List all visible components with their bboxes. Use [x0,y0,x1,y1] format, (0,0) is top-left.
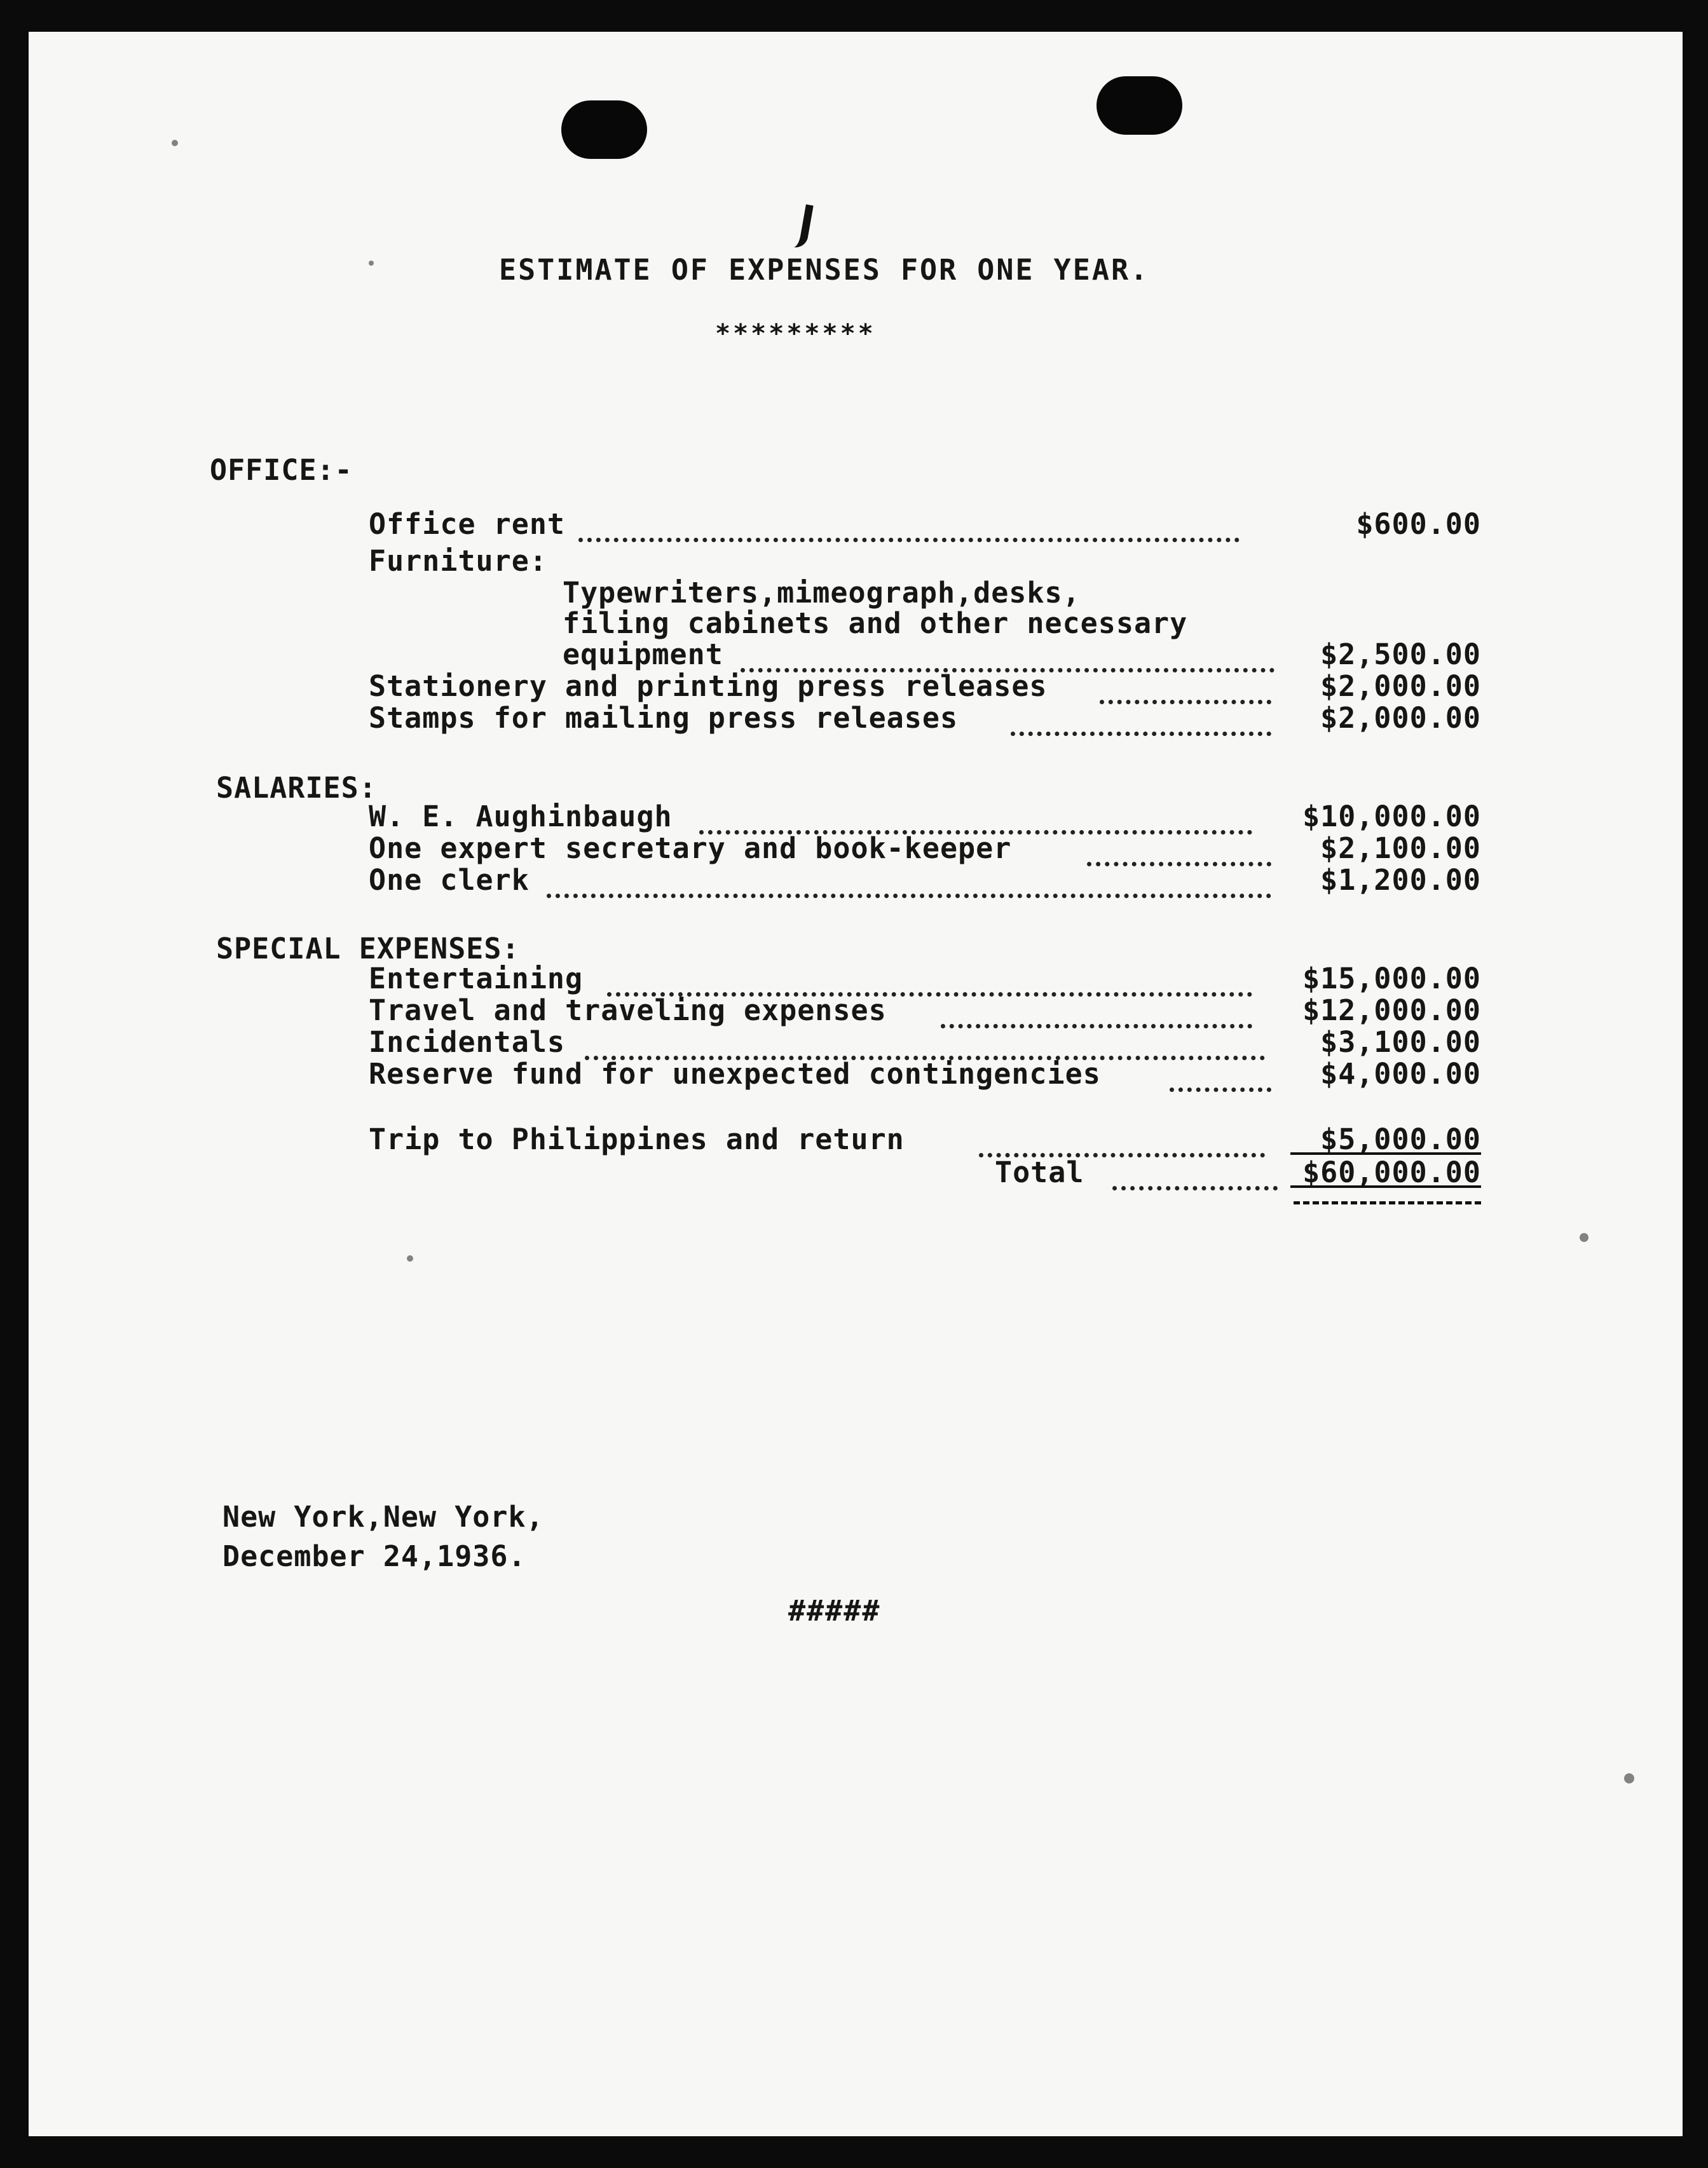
line-item-label: Stamps for mailing press releases [369,701,959,735]
speck [172,140,178,146]
section-salaries-label: SALARIES: [216,771,377,805]
total-double-rule [1294,1201,1481,1204]
total-label: Total [995,1156,1084,1189]
subtotal-rule [1290,1152,1481,1155]
dot-leader [585,1030,1265,1060]
total-row [995,1157,1481,1189]
dot-leader [578,512,1240,542]
speck [1624,1773,1634,1783]
line-item-amount: $1,200.00 [1320,863,1481,897]
line-item-amount: $2,500.00 [1320,637,1481,671]
furniture-label: Furniture: [369,544,547,578]
line-item-label: W. E. Aughinbaugh [369,800,673,833]
line-item-stationery [369,671,1481,702]
line-item-label: One expert secretary and book-keeper [369,831,1012,865]
total-amount: $60,000.00 [1302,1156,1481,1189]
line-item-label: Trip to Philippines and return [369,1122,905,1156]
line-item-entertaining [369,963,1481,995]
line-item-label: Entertaining [369,962,584,995]
speck [407,1255,413,1262]
line-item-clerk [369,864,1481,896]
line-item-amount: $12,000.00 [1302,993,1481,1027]
document-page [29,32,1683,2136]
line-item-reserve [369,1058,1481,1090]
line-item-label: Office rent [369,507,566,541]
line-item-label: Incidentals [369,1025,566,1059]
line-item-amount: $2,000.00 [1320,701,1481,735]
dot-leader [979,1128,1265,1157]
line-item-secretary [369,833,1481,864]
line-item-label: Stationery and printing press releases [369,669,1048,703]
line-item-label: Reserve fund for unexpected contingencies [369,1057,1101,1091]
punch-hole-right [1097,76,1182,135]
line-item-label: equipment [563,637,723,671]
line-item-amount: $2,100.00 [1320,831,1481,865]
line-item-philippines [369,1124,1481,1156]
document-title: ESTIMATE OF EXPENSES FOR ONE YEAR. [499,253,1150,287]
line-item-amount: $10,000.00 [1302,800,1481,833]
dot-leader [1011,706,1271,736]
dot-leader [1100,674,1271,704]
title-separator: ********* [715,319,876,348]
line-item-amount: $2,000.00 [1320,669,1481,703]
line-item-equipment [563,639,1481,671]
total-rule [1290,1185,1481,1188]
dot-leader [741,643,1274,672]
punch-hole-left [561,100,647,159]
furniture-description-line-2: filing cabinets and other necessary [563,606,1188,640]
line-item-label: Travel and traveling expenses [369,993,887,1027]
dot-leader [1087,836,1271,866]
dot-leader [607,967,1252,997]
furniture-description-line-1: Typewriters,mimeograph,desks, [563,576,1081,610]
place: New York,New York, [222,1500,544,1534]
line-item-amount: $4,000.00 [1320,1057,1481,1091]
line-item-aughinbaugh [369,801,1481,833]
date: December 24,1936. [222,1539,526,1573]
line-item-office-rent [369,508,1481,540]
dot-leader [941,999,1252,1028]
speck [369,261,374,266]
line-item-amount: $15,000.00 [1302,962,1481,995]
section-special-label: SPECIAL EXPENSES: [216,932,520,965]
line-item-travel [369,995,1481,1026]
ink-mark [784,202,814,250]
dot-leader [547,868,1271,898]
line-item-amount: $5,000.00 [1320,1122,1481,1156]
dot-leader [1112,1161,1278,1190]
line-item-amount: $600.00 [1356,507,1481,541]
line-item-stamps [369,702,1481,734]
section-office-label: OFFICE:- [210,453,353,487]
speck [1580,1233,1588,1242]
dot-leader [1170,1062,1271,1092]
line-item-label: One clerk [369,863,529,897]
end-mark: ##### [788,1594,881,1628]
line-item-incidentals [369,1026,1481,1058]
dot-leader [699,805,1252,835]
line-item-amount: $3,100.00 [1320,1025,1481,1059]
